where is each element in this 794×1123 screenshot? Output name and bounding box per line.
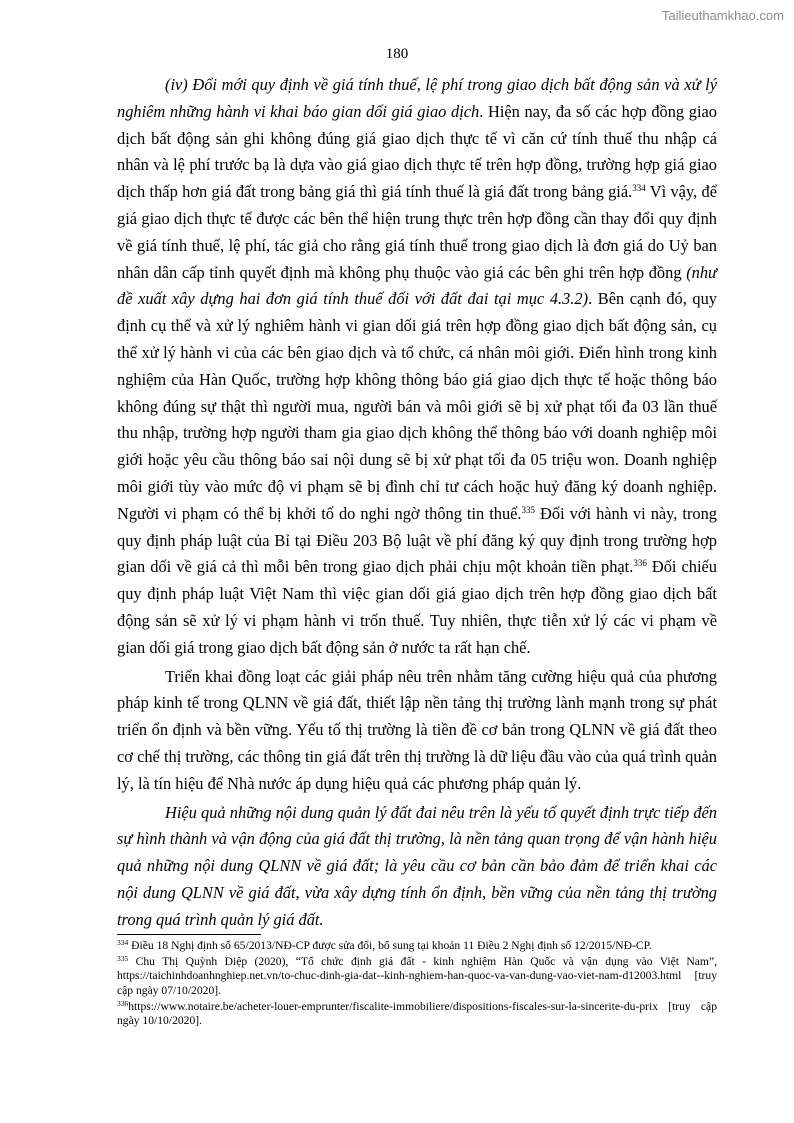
watermark: Tailieuthamkhao.com — [661, 8, 784, 23]
footnote-divider — [117, 934, 261, 935]
footnote-text: Điều 18 Nghị định số 65/2013/NĐ-CP được sửa đổi, bổ sung tại khoản 11 Điều 2 Nghị định số 12/2015/NĐ-CP. — [128, 939, 652, 952]
footnote-text: Chu Thị Quỳnh Diệp (2020), “Tổ chức định giá đất - kinh nghiệm Hàn Quốc và vận dụng vào Việt Nam”, https://taichinhdoanhnghiep.net.vn/to-chuc-dinh-gia-dat--kinh-nghiem-han-quoc-va-van-dung-vao-viet-nam-d12003.html [truy cập ngày 07/10/2020]. — [117, 955, 717, 997]
footnote-num: 334 — [117, 938, 129, 947]
paragraph-1-text-e: Đối chiếu quy định pháp luật Việt Nam thì việc gian dối giá giao dịch trên hợp đồng giao dịch bất động sản sẽ xử lý vi phạm hành vi trốn thuế. Tuy nhiên, thực tiễn xử lý các vi phạm về gian dối giá trong giao dịch bất động sản ở nước ta rất hạn chế. — [117, 557, 717, 657]
footnote-335 — [117, 955, 717, 998]
paragraph-1-lead: (iv) Đổi mới quy định về giá tính thuế, lệ phí trong giao dịch bất động sản và xử lý nghiêm những hành vi khai báo gian dối giá giao dịch — [117, 75, 717, 121]
paragraph-1-text-c: . Bên cạnh đó, quy định cụ thể và xử lý nghiêm hành vi gian dối giá trên hợp đồng giao dịch bất động sản, cụ thể xử lý hành vi của các bên giao dịch và tổ chức, cá nhân môi giới. Điển hình trong kinh nghiệm của Hàn Quốc, trường hợp không thông báo giá giao dịch thực tế hoặc thông báo không đúng sự thật thì người mua, người bán và môi giới sẽ bị xử phạt tối đa 03 lần thuế thu nhập, trường hợp người tham gia giao dịch không thể thông báo với doanh nghiệp môi giới hoặc yêu cầu thông báo sai nội dung sẽ bị xử phạt tối đa 05 triệu won. Doanh nghiệp môi giới tùy vào mức độ vi phạm sẽ bị đình chỉ tư cách hoặc huỷ đăng ký doanh nghiệp. Người vi phạm có thể bị khởi tố do nghi ngờ thông tin thuế. — [117, 289, 718, 523]
page-number: 180 — [385, 46, 409, 62]
footnote-num: 335 — [117, 954, 129, 964]
footnote-336 — [117, 1000, 717, 1028]
footnote-ref-336: 336 — [633, 558, 647, 569]
footnote-ref-334: 334 — [632, 183, 646, 194]
paragraph-2: Triển khai đồng loạt các giải pháp nêu trên nhằm tăng cường hiệu quả của phương pháp kinh tế trong QLNN về giá đất, thiết lập nền tảng thị trường lành mạnh trong sự phát triển ổn định và bền vững. Yếu tố thị trường là tiền đề cơ bản trong QLNN về giá đất theo cơ chế thị trường, các thông tin giá đất trên thị trường là dữ liệu đầu vào của quá trình quản lý, là tín hiệu để Nhà nước áp dụng hiệu quả các phương pháp quản lý. — [117, 666, 717, 793]
paragraph-1-text-d: Đối với hành vi này, trong quy định pháp luật của Bỉ tại Điều 203 Bộ luật về phí đăng ký quy định trong trường hợp gian dối về giá cả thì mỗi bên trong giao dịch phải chịu một khoản tiền phạt. — [117, 503, 717, 577]
body-text — [117, 72, 717, 934]
paragraph-1 — [117, 72, 717, 662]
footnote-ref-335: 335 — [521, 504, 536, 515]
paragraph-3 — [117, 800, 717, 934]
paragraph-1-text-b: Vì vậy, để giá giao dịch thực tế được các bên thể hiện trung thực trên hợp đồng cần thay đổi quy định về giá tính thuế, lệ phí, tác giả cho rằng giá tính thuế trong giao dịch là đơn giá do Uỷ ban nhân dân cấp tỉnh quyết định mà không phụ thuộc vào giá các bên ghi trên hợp đồng — [117, 182, 717, 282]
footnotes — [117, 939, 717, 1030]
paragraph-3-italic: Hiệu quả những nội dung quản lý đất đai nêu trên là yếu tố quyết định trực tiếp đến sự hình thành và vận động của giá đất thị trường, là nền tảng quan trọng để vận hành hiệu quả những nội dung QLNN về giá đất; là yêu cầu cơ bản cần bảo đảm để triển khai các nội dung QLNN về giá đất, vừa xây dựng tính ổn định, bền vững của nền tảng thị trường trong quá trình quản lý giá đất. — [117, 802, 717, 929]
paragraph-1-text-a: . Hiện nay, đa số các hợp đồng giao dịch bất động sản ghi không đúng giá giao dịch thực tế vì căn cứ tính thuế thu nhập cá nhân và lệ phí trước bạ là dựa vào giá giao dịch thực tế trên hợp đồng, trường hợp giá giao dịch thấp hơn giá đất trong bảng giá thì giá tính thuế là giá đất trong bảng giá. — [117, 101, 717, 202]
footnote-num: 336 — [117, 998, 129, 1008]
footnote-text: https://www.notaire.be/acheter-louer-emprunter/fiscalite-immobiliere/dispositions-fiscales-sur-la-sincerite-du-prix [truy cập ngày 10/10/2020]. — [117, 999, 717, 1028]
footnote-334 — [117, 939, 717, 953]
paragraph-1-italic-note: (như đề xuất xây dựng hai đơn giá tính thuế đối với đất đai tại mục 4.3.2) — [117, 262, 717, 309]
